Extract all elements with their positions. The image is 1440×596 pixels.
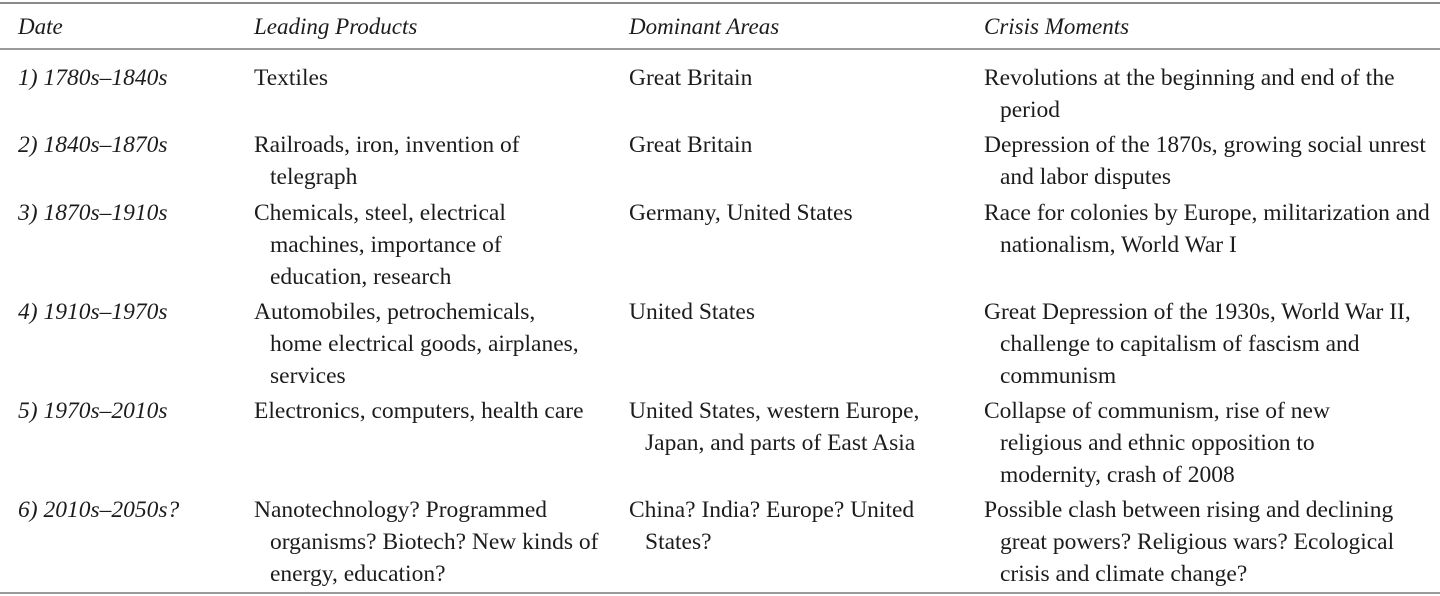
- row-5-crisis: Collapse of communism, rise of new religious and ethnic opposition to modernity, crash of 2008: [984, 398, 1330, 488]
- header-dominant-areas: Dominant Areas: [629, 14, 780, 39]
- row-6-areas: China? India? Europe? United States?: [629, 497, 915, 555]
- row-6-products: Nanotechnology? Programmed organisms? Biotech? New kinds of energy, education?: [254, 497, 599, 587]
- row-2-date: 2) 1840s–1870s: [18, 132, 168, 158]
- row-3-areas: Germany, United States: [629, 200, 853, 226]
- row-2-products: Railroads, iron, invention of telegraph: [254, 132, 520, 190]
- table-bottom-rule: [0, 592, 1440, 594]
- row-1-products: Textiles: [254, 65, 329, 91]
- row-5-areas: United States, western Europe, Japan, and parts of East Asia: [629, 398, 920, 456]
- header-crisis-moments: Crisis Moments: [984, 14, 1130, 39]
- row-1-date: 1) 1780s–1840s: [18, 65, 168, 91]
- row-1-crisis: Revolutions at the beginning and end of the period: [984, 65, 1395, 123]
- row-1-areas: Great Britain: [629, 65, 753, 91]
- row-5-date: 5) 1970s–2010s: [18, 398, 168, 424]
- row-4-areas: United States: [629, 299, 755, 325]
- row-4-products: Automobiles, petrochemicals, home electrical goods, airplanes, services: [254, 299, 579, 389]
- header-leading-products: Leading Products: [254, 14, 418, 39]
- row-2-crisis: Depression of the 1870s, growing social unrest and labor disputes: [984, 132, 1426, 190]
- row-3-date: 3) 1870s–1910s: [18, 200, 168, 226]
- row-4-crisis: Great Depression of the 1930s, World War II, challenge to capitalism of fascism and communism: [984, 299, 1411, 389]
- row-6-date: 6) 2010s–2050s?: [18, 497, 180, 523]
- row-5-products: Electronics, computers, health care: [254, 398, 584, 424]
- row-3-crisis: Race for colonies by Europe, militarization and nationalism, World War I: [984, 200, 1430, 258]
- table-header-rule: [0, 48, 1440, 50]
- row-3-products: Chemicals, steel, electrical machines, importance of education, research: [254, 200, 506, 290]
- header-date: Date: [18, 14, 63, 39]
- row-6-crisis: Possible clash between rising and declining great powers? Religious wars? Ecological crisis and climate change?: [984, 497, 1395, 587]
- row-4-date: 4) 1910s–1970s: [18, 299, 168, 325]
- row-2-areas: Great Britain: [629, 132, 753, 158]
- table-top-rule: [0, 2, 1440, 4]
